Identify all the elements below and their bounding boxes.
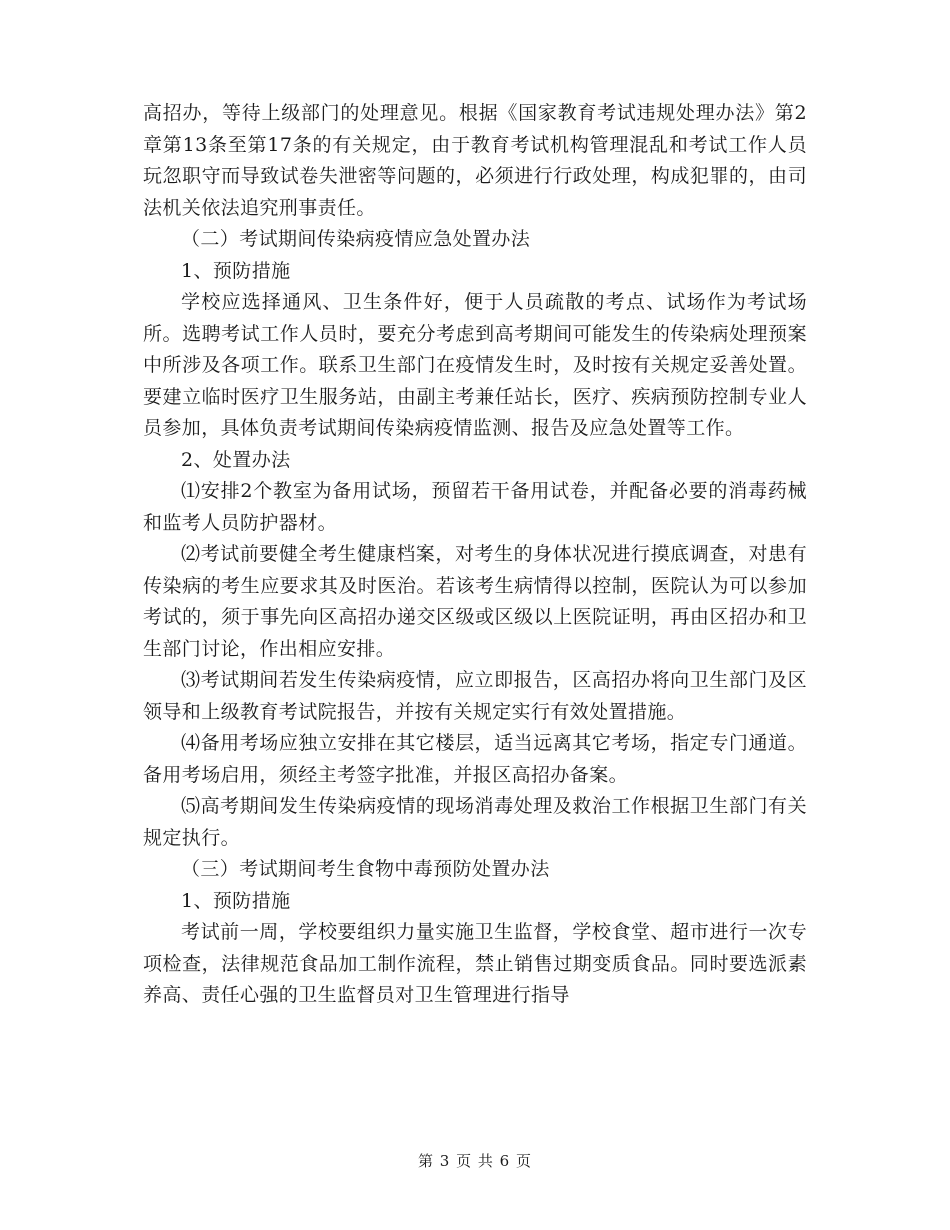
paragraph-prevention-1: 学校应选择通风、卫生条件好，便于人员疏散的考点、试场作为考试场所。选聘考试工作人员时，要充分考虑到高考期间可能发生的传染病处理预案中所涉及各项工作。联系卫生部门在疫情发生时，及时按有关规定妥善处置。要建立临时医疗卫生服务站，由副主考兼任站长，医疗、疾病预防控制专业人员参加，具体负责考试期间传染病疫情监测、报告及应急处置等工作。 [143,291,807,439]
list-item-5: ⑸高考期间发生传染病疫情的现场消毒处理及救治工作根据卫生部门有关规定执行。 [143,795,807,849]
section-heading-3: （三）考试期间考生食物中毒预防处置办法 [181,858,550,880]
paragraph-prevention-2: 考试前一周，学校要组织力量实施卫生监督，学校食堂、超市进行一次专项检查，法律规范食品加工制作流程，禁止销售过期变质食品。同时要选派素养高、责任心强的卫生监督员对卫生管理进行指导 [143,921,807,1006]
list-item-1: ⑴安排2个教室为备用试场，预留若干备用试卷，并配备必要的消毒药械和监考人员防护器材。 [143,480,807,534]
list-item-4: ⑷备用考场应独立安排在其它楼层，适当远离其它考场，指定专门通道。备用考场启用，须经主考签字批准，并报区高招办备案。 [143,732,807,786]
subheading-prevention-1: 1、预防措施 [181,259,291,282]
list-item-2: ⑵考试前要健全考生健康档案，对考生的身体状况进行摸底调查，对患有传染病的考生应要求其及时医治。若该考生病情得以控制，医院认为可以参加考试的，须于事先向区高招办递交区级或区级以上医院证明，再由区招办和卫生部门讨论，作出相应安排。 [143,543,807,660]
list-item-3: ⑶考试期间若发生传染病疫情，应立即报告，区高招办将向卫生部门及区领导和上级教育考试院报告，并按有关规定实行有效处置措施。 [143,669,807,723]
subheading-handling: 2、处置办法 [181,448,291,471]
paragraph-1: 高招办，等待上级部门的处理意见。根据《国家教育考试违规处理办法》第2章第13条至第17条的有关规定，由于教育考试机构管理混乱和考试工作人员玩忽职守而导致试卷失泄密等问题的，必须进行行政处理，构成犯罪的，由司法机关依法追究刑事责任。 [143,102,807,219]
subheading-prevention-2: 1、预防措施 [181,889,291,912]
document-body [143,98,807,1012]
page-number-footer: 第 3 页 共 6 页 [418,1152,532,1170]
section-heading-2: （二）考试期间传染病疫情应急处置办法 [181,228,531,250]
